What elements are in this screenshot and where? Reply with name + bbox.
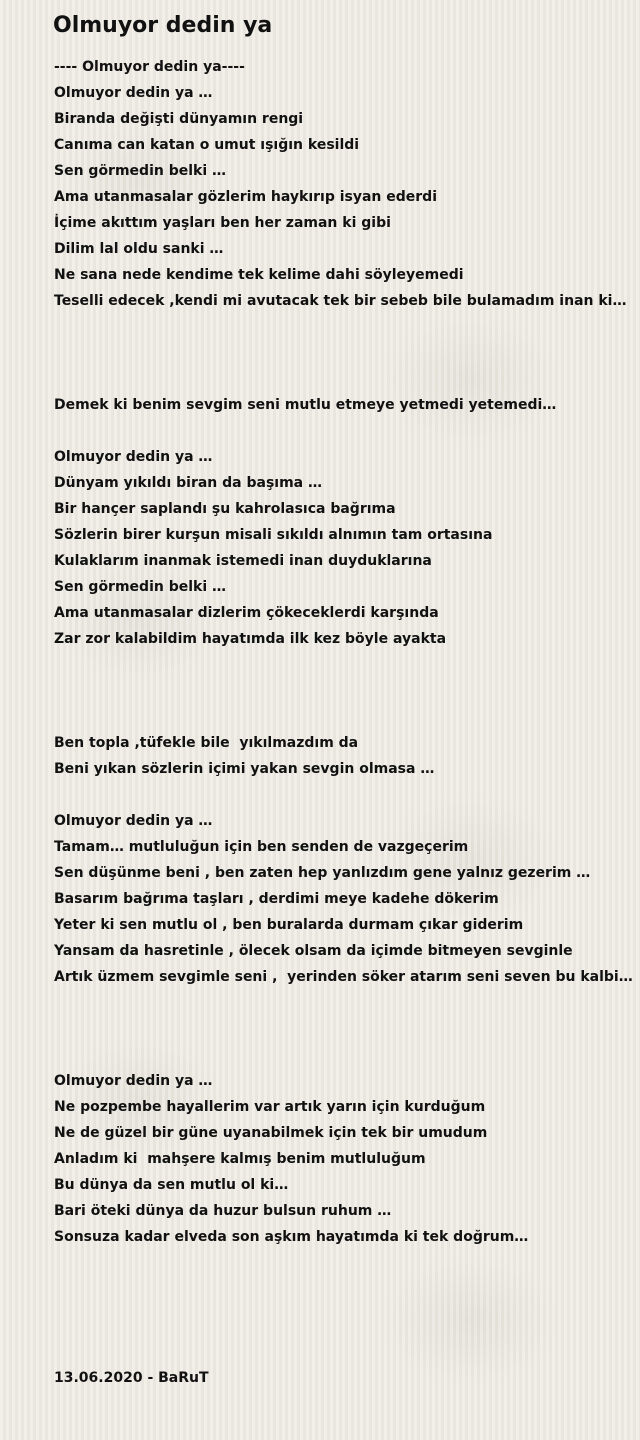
poem-line: Bu dünya da sen mutlu ol ki… [54, 1177, 289, 1193]
poem-line: Olmuyor dedin ya … [54, 449, 213, 465]
poem-line: Dünyam yıkıldı biran da başıma … [54, 475, 322, 491]
stanza-spacer [54, 990, 630, 1068]
poem-line: Basarım bağrıma taşları , derdimi meye kadehe dökerim [54, 891, 499, 907]
stanza-5 [54, 808, 633, 990]
stanza-spacer [54, 782, 630, 808]
poem-line: Canıma can katan o umut ışığın kesildi [54, 137, 360, 153]
poem-line: Artık üzmem sevgimle seni , yerinden söker atarım seni seven bu kalbi… [54, 969, 633, 985]
poem-line: Dilim lal oldu sanki … [54, 241, 224, 257]
poem-line: Sözlerin birer kurşun misali sıkıldı alnımın tam ortasına [54, 527, 493, 543]
poem-line: Bari öteki dünya da huzur bulsun ruhum … [54, 1203, 392, 1219]
poem-line: İçime akıttım yaşları ben her zaman ki gibi [54, 215, 391, 231]
poem-line: Ama utanmasalar gözlerim haykırıp isyan ederdi [54, 189, 438, 205]
poem-line: Kulaklarım inanmak istemedi inan duyduklarına [54, 553, 432, 569]
poem-line: Demek ki benim sevgim seni mutlu etmeye yetmedi yetemedi… [54, 397, 557, 413]
stanza-spacer [54, 652, 630, 730]
poem-line: Ne pozpembe hayallerim var artık yarın için kurduğum [54, 1099, 486, 1115]
stanza-1 [54, 54, 630, 314]
poem-line: Tamam… mutluluğun için ben senden de vazgeçerim [54, 839, 469, 855]
poem-line: Yeter ki sen mutlu ol , ben buralarda durmam çıkar giderim [54, 917, 524, 933]
stanza-6 [54, 1068, 630, 1250]
poem-line: Sonsuza kadar elveda son aşkım hayatımda ki tek doğrum… [54, 1229, 529, 1245]
poem-line: ---- Olmuyor dedin ya---- [54, 59, 245, 75]
poem-line: Sen düşünme beni , ben zaten hep yanlızdım gene yalnız gezerim … [54, 865, 591, 881]
poem-line: Ben topla ,tüfekle bile yıkılmazdım da [54, 735, 359, 751]
poem-line: Bir hançer saplandı şu kahrolasıca bağrıma [54, 501, 396, 517]
poem-line: Sen görmedin belki … [54, 579, 227, 595]
poem-line: Olmuyor dedin ya … [54, 1073, 213, 1089]
stanza-3 [54, 444, 630, 652]
stanza-4 [54, 730, 630, 782]
poem-signature: 13.06.2020 - BaRuT [54, 1370, 209, 1386]
poem-line: Olmuyor dedin ya … [54, 813, 213, 829]
stanza-spacer [54, 314, 630, 392]
poem-body [54, 54, 633, 1250]
poem-line: Ne de güzel bir güne uyanabilmek için tek bir umudum [54, 1125, 488, 1141]
poem-title: Olmuyor dedin ya [53, 13, 273, 38]
poem-line: Ne sana nede kendime tek kelime dahi söyleyemedi [54, 267, 464, 283]
poem-line: Beni yıkan sözlerin içimi yakan sevgin olmasa … [54, 761, 435, 777]
poem-line: Yansam da hasretinle , ölecek olsam da içimde bitmeyen sevginle [54, 943, 573, 959]
poem-line: Ama utanmasalar dizlerim çökeceklerdi karşında [54, 605, 439, 621]
poem-line: Zar zor kalabildim hayatımda ilk kez böyle ayakta [54, 631, 447, 647]
poem-line: Teselli edecek ,kendi mi avutacak tek bir sebeb bile bulamadım inan ki… [54, 293, 627, 309]
poem-line: Anladım ki mahşere kalmış benim mutluluğum [54, 1151, 426, 1167]
stanza-2 [54, 392, 630, 418]
poem-line: Biranda değişti dünyamın rengi [54, 111, 304, 127]
poem-line: Olmuyor dedin ya … [54, 85, 213, 101]
poem-line: Sen görmedin belki … [54, 163, 227, 179]
stanza-spacer [54, 418, 630, 444]
